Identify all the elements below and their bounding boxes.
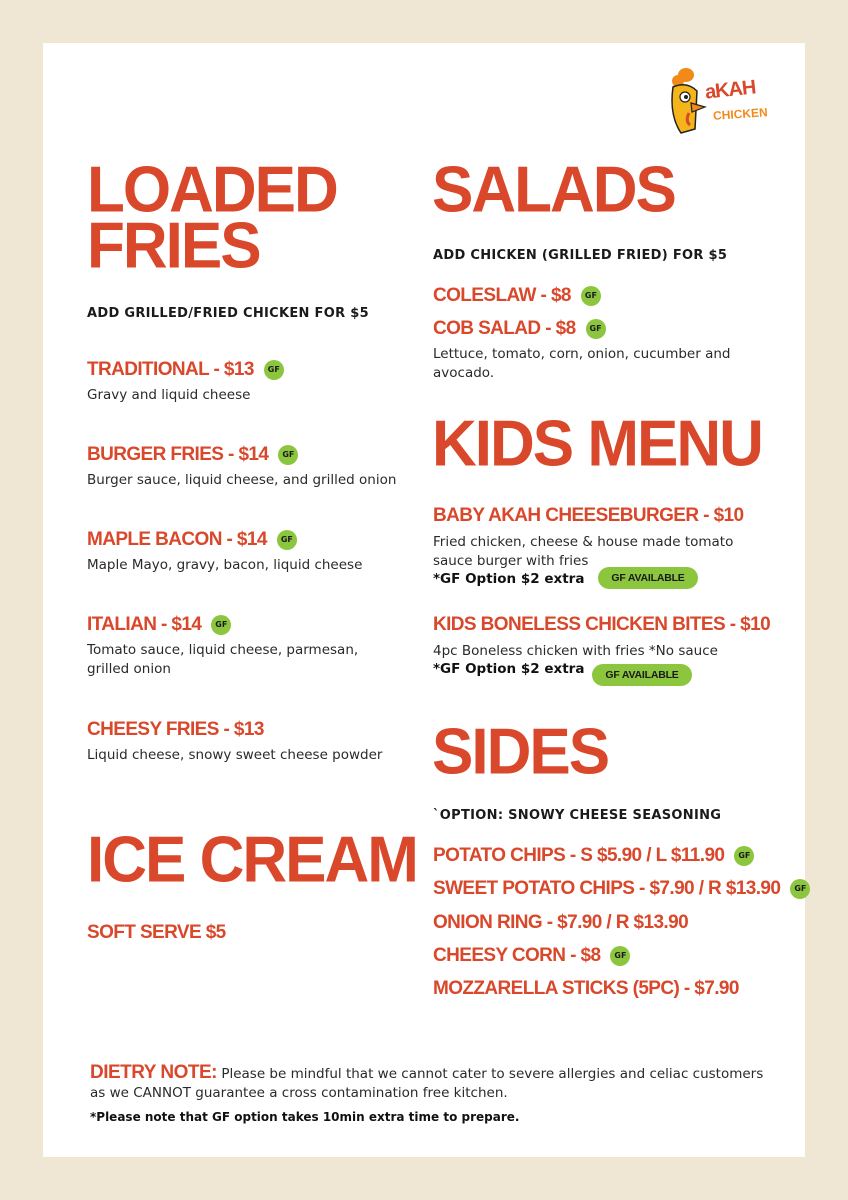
item-description: Tomato sauce, liquid cheese, parmesan, grilled onion: [87, 642, 359, 677]
item-name: KIDS BONELESS CHICKEN BITES - $10: [433, 614, 771, 635]
gf-badge-icon: GF: [734, 846, 754, 866]
item-name: MAPLE BACON - $14: [87, 529, 267, 550]
item-description: Burger sauce, liquid cheese, and grilled onion: [87, 472, 397, 488]
item-name: CHEESY FRIES - $13: [87, 719, 264, 740]
loaded-fries-title-line2: FRIES: [87, 209, 260, 283]
item-name: POTATO CHIPS - S $5.90 / L $11.90: [433, 845, 725, 866]
logo-text-top: aKAH: [703, 76, 757, 104]
gf-available-badge: GF AVAILABLE: [592, 664, 692, 686]
salads-title: SALADS: [432, 153, 675, 227]
gf-badge-icon: GF: [264, 360, 284, 380]
menu-item: [433, 845, 754, 867]
item-name: MOZZARELLA STICKS (5PC) - $7.90: [433, 978, 739, 999]
menu-item: [433, 978, 739, 1000]
item-name: COB SALAD - $8: [433, 318, 576, 339]
item-description: Liquid cheese, snowy sweet cheese powder: [87, 747, 383, 763]
menu-page: [43, 43, 805, 1157]
gf-badge-icon: GF: [278, 445, 298, 465]
gf-badge-icon: GF: [790, 879, 810, 899]
ice-cream-title: ICE CREAM: [87, 823, 417, 897]
akah-chicken-logo: [665, 65, 789, 137]
item-name: SOFT SERVE $5: [87, 922, 226, 943]
item-name: TRADITIONAL - $13: [87, 359, 254, 380]
menu-item: [87, 614, 387, 679]
sides-subtitle: `OPTION: SNOWY CHEESE SEASONING: [433, 808, 722, 823]
item-description: 4pc Boneless chicken with fries *No sauce: [433, 643, 718, 659]
item-description: Maple Mayo, gravy, bacon, liquid cheese: [87, 557, 363, 573]
item-description: Fried chicken, cheese & house made tomato sauce burger with fries: [433, 534, 734, 569]
loaded-fries-title-line1: LOADED: [87, 153, 337, 227]
item-description: Lettuce, tomato, corn, onion, cucumber and avocado.: [433, 346, 731, 381]
gf-badge-icon: GF: [586, 319, 606, 339]
gf-badge-icon: GF: [211, 615, 231, 635]
gf-badge-icon: GF: [277, 530, 297, 550]
gf-available-badge: GF AVAILABLE: [598, 567, 698, 589]
menu-item: [87, 719, 417, 765]
sides-title: SIDES: [432, 715, 609, 789]
menu-item: [433, 878, 810, 900]
logo-text-bottom: CHICKEN: [712, 105, 769, 123]
kids-menu-title: KIDS MENU: [432, 407, 762, 481]
loaded-fries-section: [87, 153, 417, 283]
item-name: ITALIAN - $14: [87, 614, 202, 635]
item-name: CHEESY CORN - $8: [433, 945, 601, 966]
menu-item: [433, 945, 630, 967]
dietary-note: [90, 1063, 780, 1127]
menu-item: [433, 285, 601, 307]
menu-item: [433, 318, 753, 383]
menu-item: [433, 912, 688, 934]
dietary-note-text: Please be mindful that we cannot cater to severe allergies and celiac customers as we CANNOT guarantee a cross contamination free kitchen.: [90, 1066, 764, 1101]
gf-badge-icon: GF: [581, 286, 601, 306]
salads-subtitle: ADD CHICKEN (GRILLED FRIED) FOR $5: [433, 248, 728, 263]
item-name: ONION RING - $7.90 / R $13.90: [433, 912, 689, 933]
menu-item: [87, 359, 417, 405]
item-description: Gravy and liquid cheese: [87, 387, 251, 403]
menu-item: [87, 529, 417, 575]
item-name: SWEET POTATO CHIPS - $7.90 / R $13.90: [433, 878, 781, 899]
gf-option-note: *GF Option $2 extra: [433, 571, 585, 587]
gf-prep-footnote: *Please note that GF option takes 10min extra time to prepare.: [90, 1110, 520, 1124]
gf-option-note: *GF Option $2 extra: [433, 661, 585, 677]
gf-badge-icon: GF: [610, 946, 630, 966]
loaded-fries-subtitle: ADD GRILLED/FRIED CHICKEN FOR $5: [87, 306, 369, 321]
item-name: BABY AKAH CHEESEBURGER - $10: [433, 505, 744, 526]
dietary-note-title: DIETRY NOTE:: [90, 1062, 218, 1083]
menu-item: [87, 922, 226, 944]
menu-item: [87, 444, 417, 490]
item-name: BURGER FRIES - $14: [87, 444, 269, 465]
item-name: COLESLAW - $8: [433, 285, 571, 306]
